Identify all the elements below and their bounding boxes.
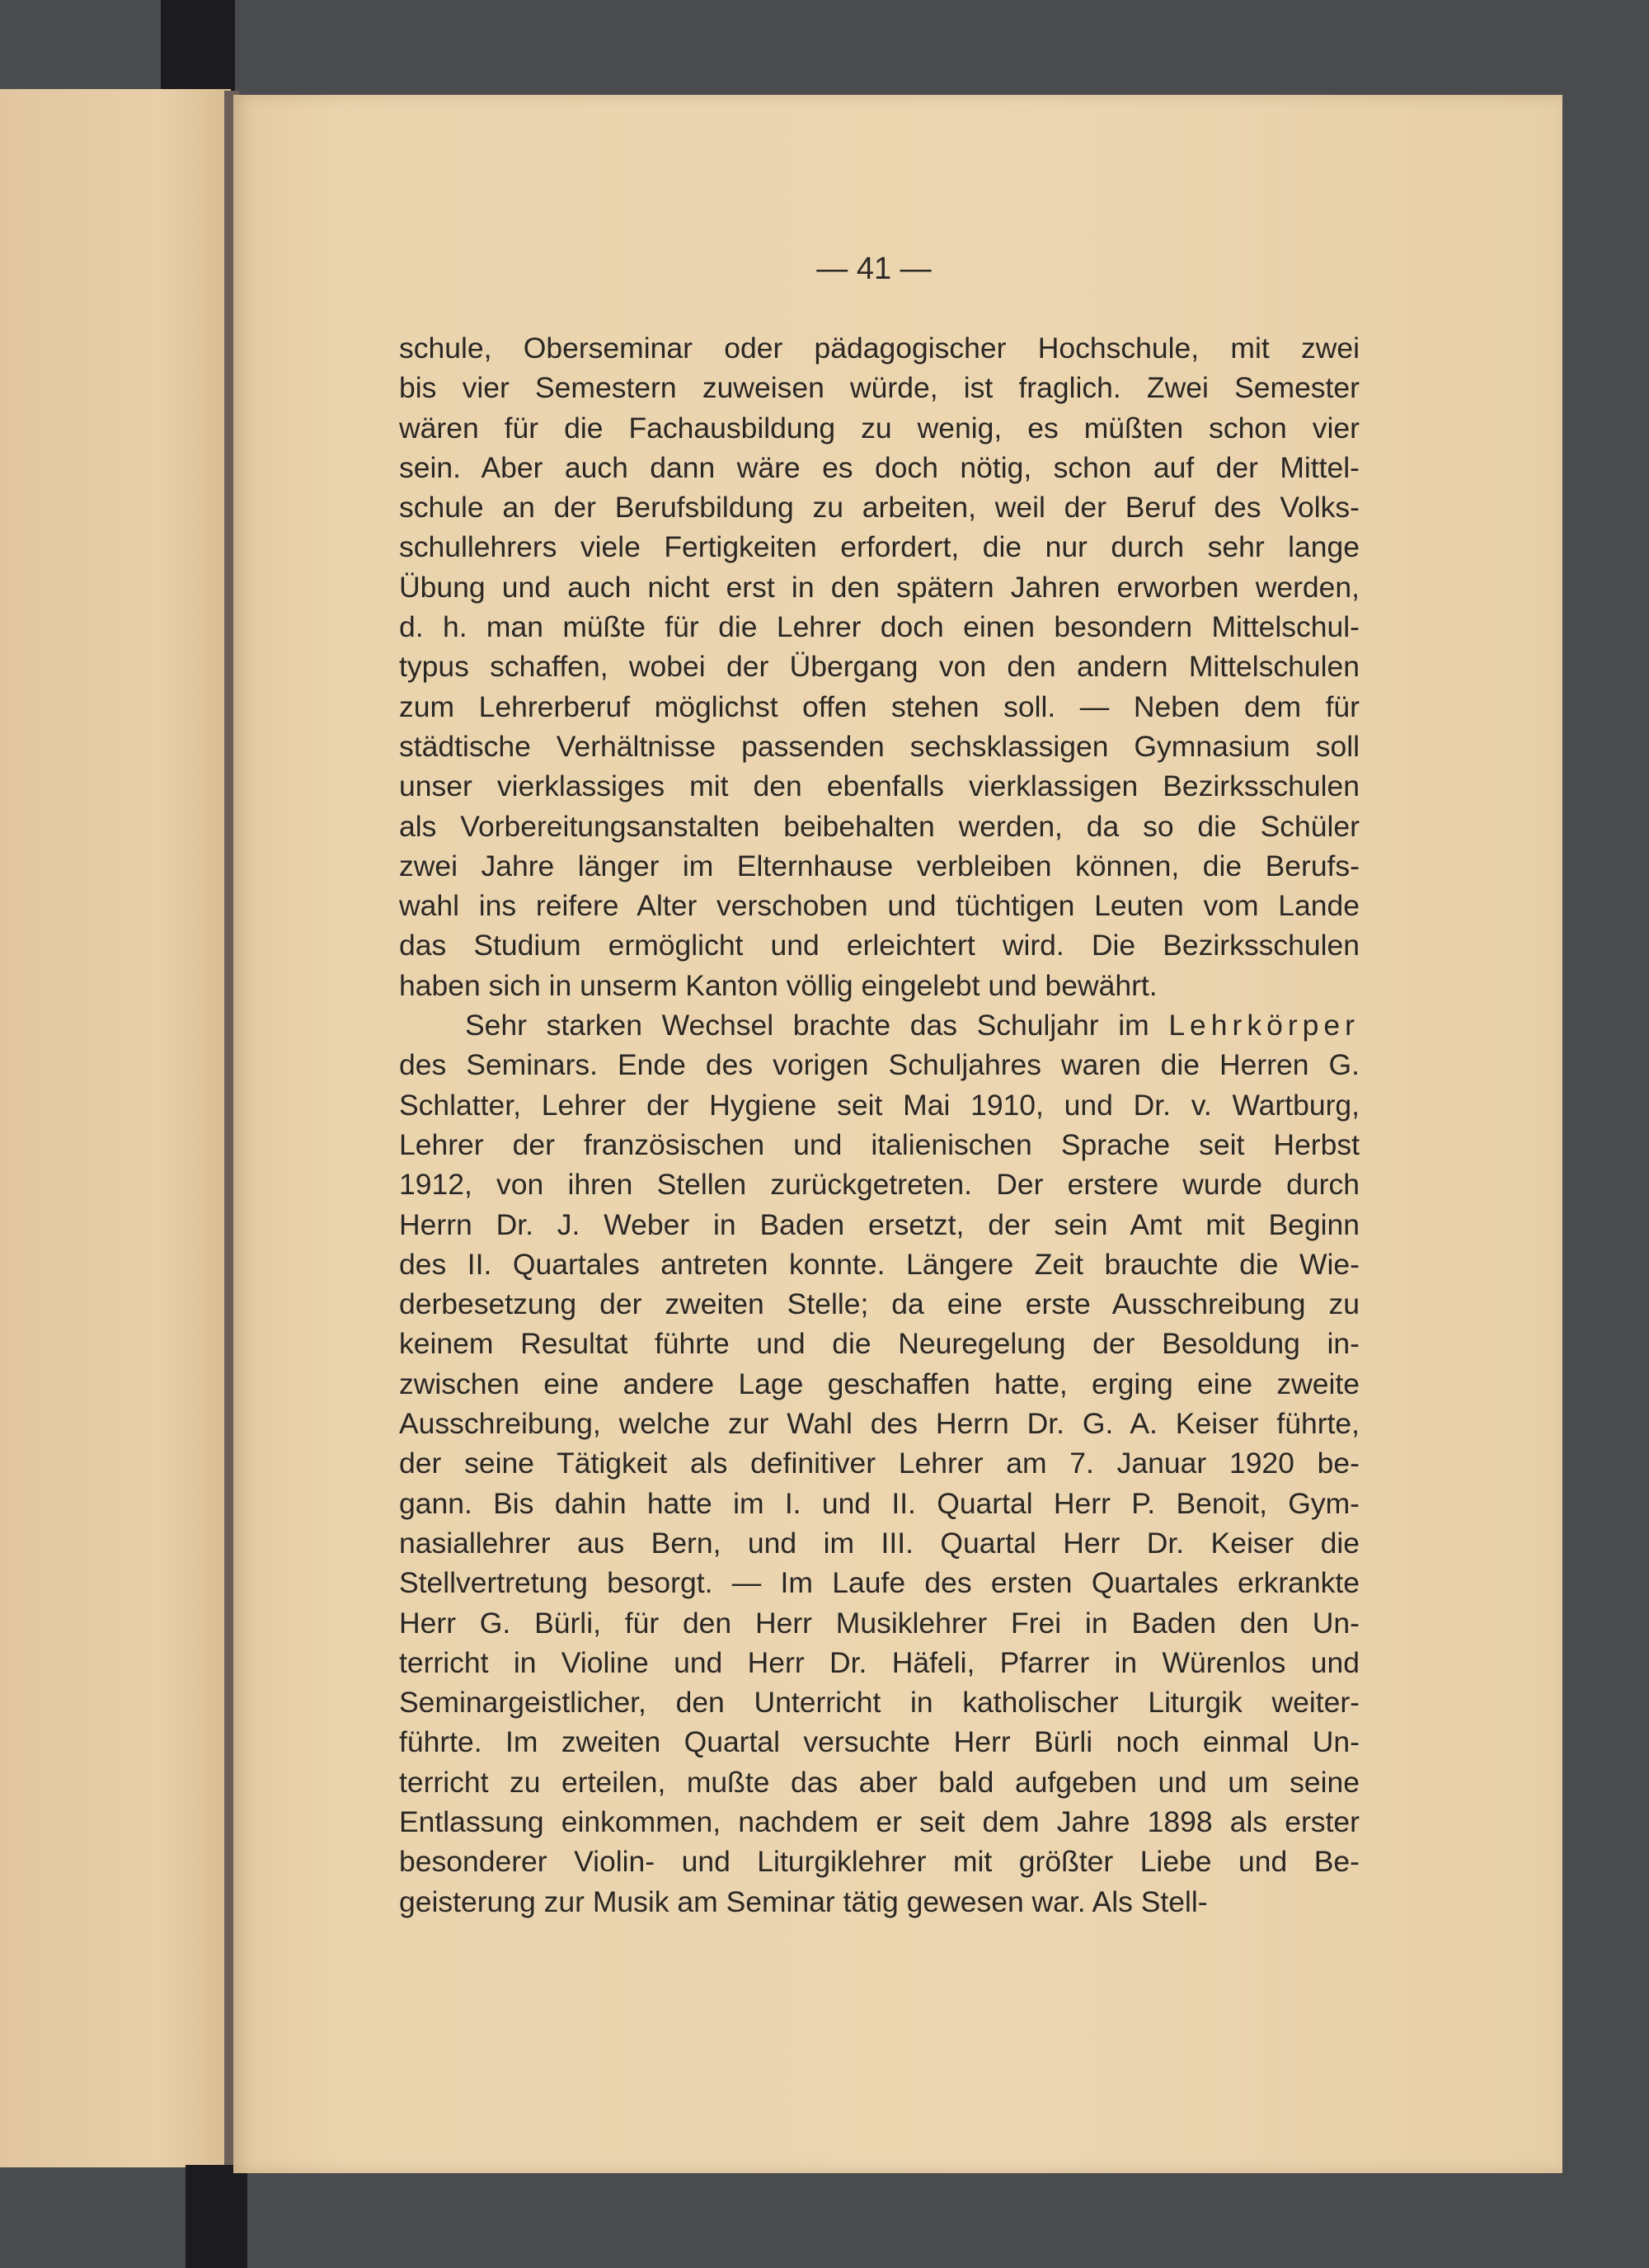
text-line: nasiallehrer aus Bern, und im III. Quartal Herr Dr. Keiser die [399, 1526, 1360, 1560]
text-line [399, 1005, 1360, 1045]
text-line: bis vier Semestern zuweisen würde, ist fraglich. Zwei Semester [399, 371, 1360, 405]
text-line: besonderer Violin- und Liturgiklehrer mit größter Liebe und Be- [399, 1845, 1360, 1879]
text-line: Stellvertretung besorgt. — Im Laufe des ersten Quartales erkrankte [399, 1566, 1360, 1600]
text-line: haben sich in unserm Kanton völlig eingelebt und bewährt. [399, 968, 1158, 1002]
page-number: — 41 — [816, 252, 932, 286]
text-line: zwei Jahre länger im Elternhause verbleiben können, die Berufs- [399, 849, 1360, 882]
paragraph-1 [399, 328, 1360, 1005]
text-line: d. h. man müßte für die Lehrer doch einen besondern Mittelschul- [399, 610, 1360, 644]
text-line: Lehrer der französischen und italienischen Sprache seit Herbst [399, 1127, 1360, 1161]
text-line: Seminargeistlicher, den Unterricht in katholischer Liturgik weiter- [399, 1686, 1360, 1720]
left-page [0, 89, 231, 2167]
text-line: terricht zu erteilen, mußte das aber bald aufgeben und um seine [399, 1765, 1360, 1799]
text-line: des II. Quartales antreten konnte. Längere Zeit brauchte die Wie- [399, 1247, 1360, 1281]
text-line: terricht in Violine und Herr Dr. Häfeli, Pfarrer in Würenlos und [399, 1645, 1360, 1679]
text-line: Schlatter, Lehrer der Hygiene seit Mai 1910, und Dr. v. Wartburg, [399, 1088, 1360, 1122]
text-line: des Seminars. Ende des vorigen Schuljahres waren die Herren G. [399, 1048, 1360, 1082]
text-line: sein. Aber auch dann wäre es doch nötig, schon auf der Mittel- [399, 450, 1360, 484]
spaced-emphasis: Lehrkörper [1168, 1009, 1360, 1042]
paragraph-2 [399, 1005, 1360, 1922]
text-run: Sehr starken Wechsel brachte das Schuljahr im [465, 1009, 1149, 1042]
text-line: städtische Verhältnisse passenden sechsklassigen Gymnasium soll [399, 729, 1360, 763]
text-line: Ausschreibung, welche zur Wahl des Herrn Dr. G. A. Keiser führte, [399, 1407, 1360, 1441]
text-line: schullehrers viele Fertigkeiten erfordert, die nur durch sehr lange [399, 530, 1360, 564]
text-line: das Studium ermöglicht und erleichtert wird. Die Bezirksschulen [399, 929, 1360, 962]
text-line: als Vorbereitungsanstalten beibehalten werden, da so die Schüler [399, 809, 1360, 843]
book-spine-top [161, 0, 235, 99]
text-line: Entlassung einkommen, nachdem er seit dem Jahre 1898 als erster [399, 1805, 1360, 1838]
text-line: Herr G. Bürli, für den Herr Musiklehrer Frei in Baden den Un- [399, 1606, 1360, 1640]
text-line: wahl ins reifere Alter verschoben und tüchtigen Leuten vom Lande [399, 889, 1360, 923]
text-line: der seine Tätigkeit als definitiver Lehrer am 7. Januar 1920 be- [399, 1447, 1360, 1480]
text-line: 1912, von ihren Stellen zurückgetreten. Der erstere wurde durch [399, 1168, 1360, 1202]
text-line: keinem Resultat führte und die Neuregelung der Besoldung in- [399, 1327, 1360, 1361]
text-line: geisterung zur Musik am Seminar tätig gewesen war. Als Stell- [399, 1885, 1208, 1918]
text-line: führte. Im zweiten Quartal versuchte Herr Bürli noch einmal Un- [399, 1725, 1360, 1759]
book-spine-bottom [186, 2165, 247, 2268]
text-line: typus schaffen, wobei der Übergang von den andern Mittelschulen [399, 650, 1360, 684]
text-line: zum Lehrerberuf möglichst offen stehen soll. — Neben dem für [399, 689, 1360, 723]
text-line: unser vierklassiges mit den ebenfalls vierklassigen Bezirksschulen [399, 769, 1360, 803]
text-line: Übung und auch nicht erst in den spätern Jahren erworben werden, [399, 570, 1360, 604]
text-line: zwischen eine andere Lage geschaffen hatte, erging eine zweite [399, 1367, 1360, 1400]
text-line: gann. Bis dahin hatte im I. und II. Quartal Herr P. Benoit, Gym- [399, 1486, 1360, 1520]
text-line: schule, Oberseminar oder pädagogischer Hochschule, mit zwei [399, 332, 1360, 365]
text-line: wären für die Fachausbildung zu wenig, es müßten schon vier [399, 411, 1360, 445]
text-line: derbesetzung der zweiten Stelle; da eine erste Ausschreibung zu [399, 1287, 1360, 1321]
text-line: schule an der Berufsbildung zu arbeiten, weil der Beruf des Volks- [399, 491, 1360, 525]
text-line: Herrn Dr. J. Weber in Baden ersetzt, der sein Amt mit Beginn [399, 1207, 1360, 1241]
page-body-text [399, 328, 1360, 1922]
